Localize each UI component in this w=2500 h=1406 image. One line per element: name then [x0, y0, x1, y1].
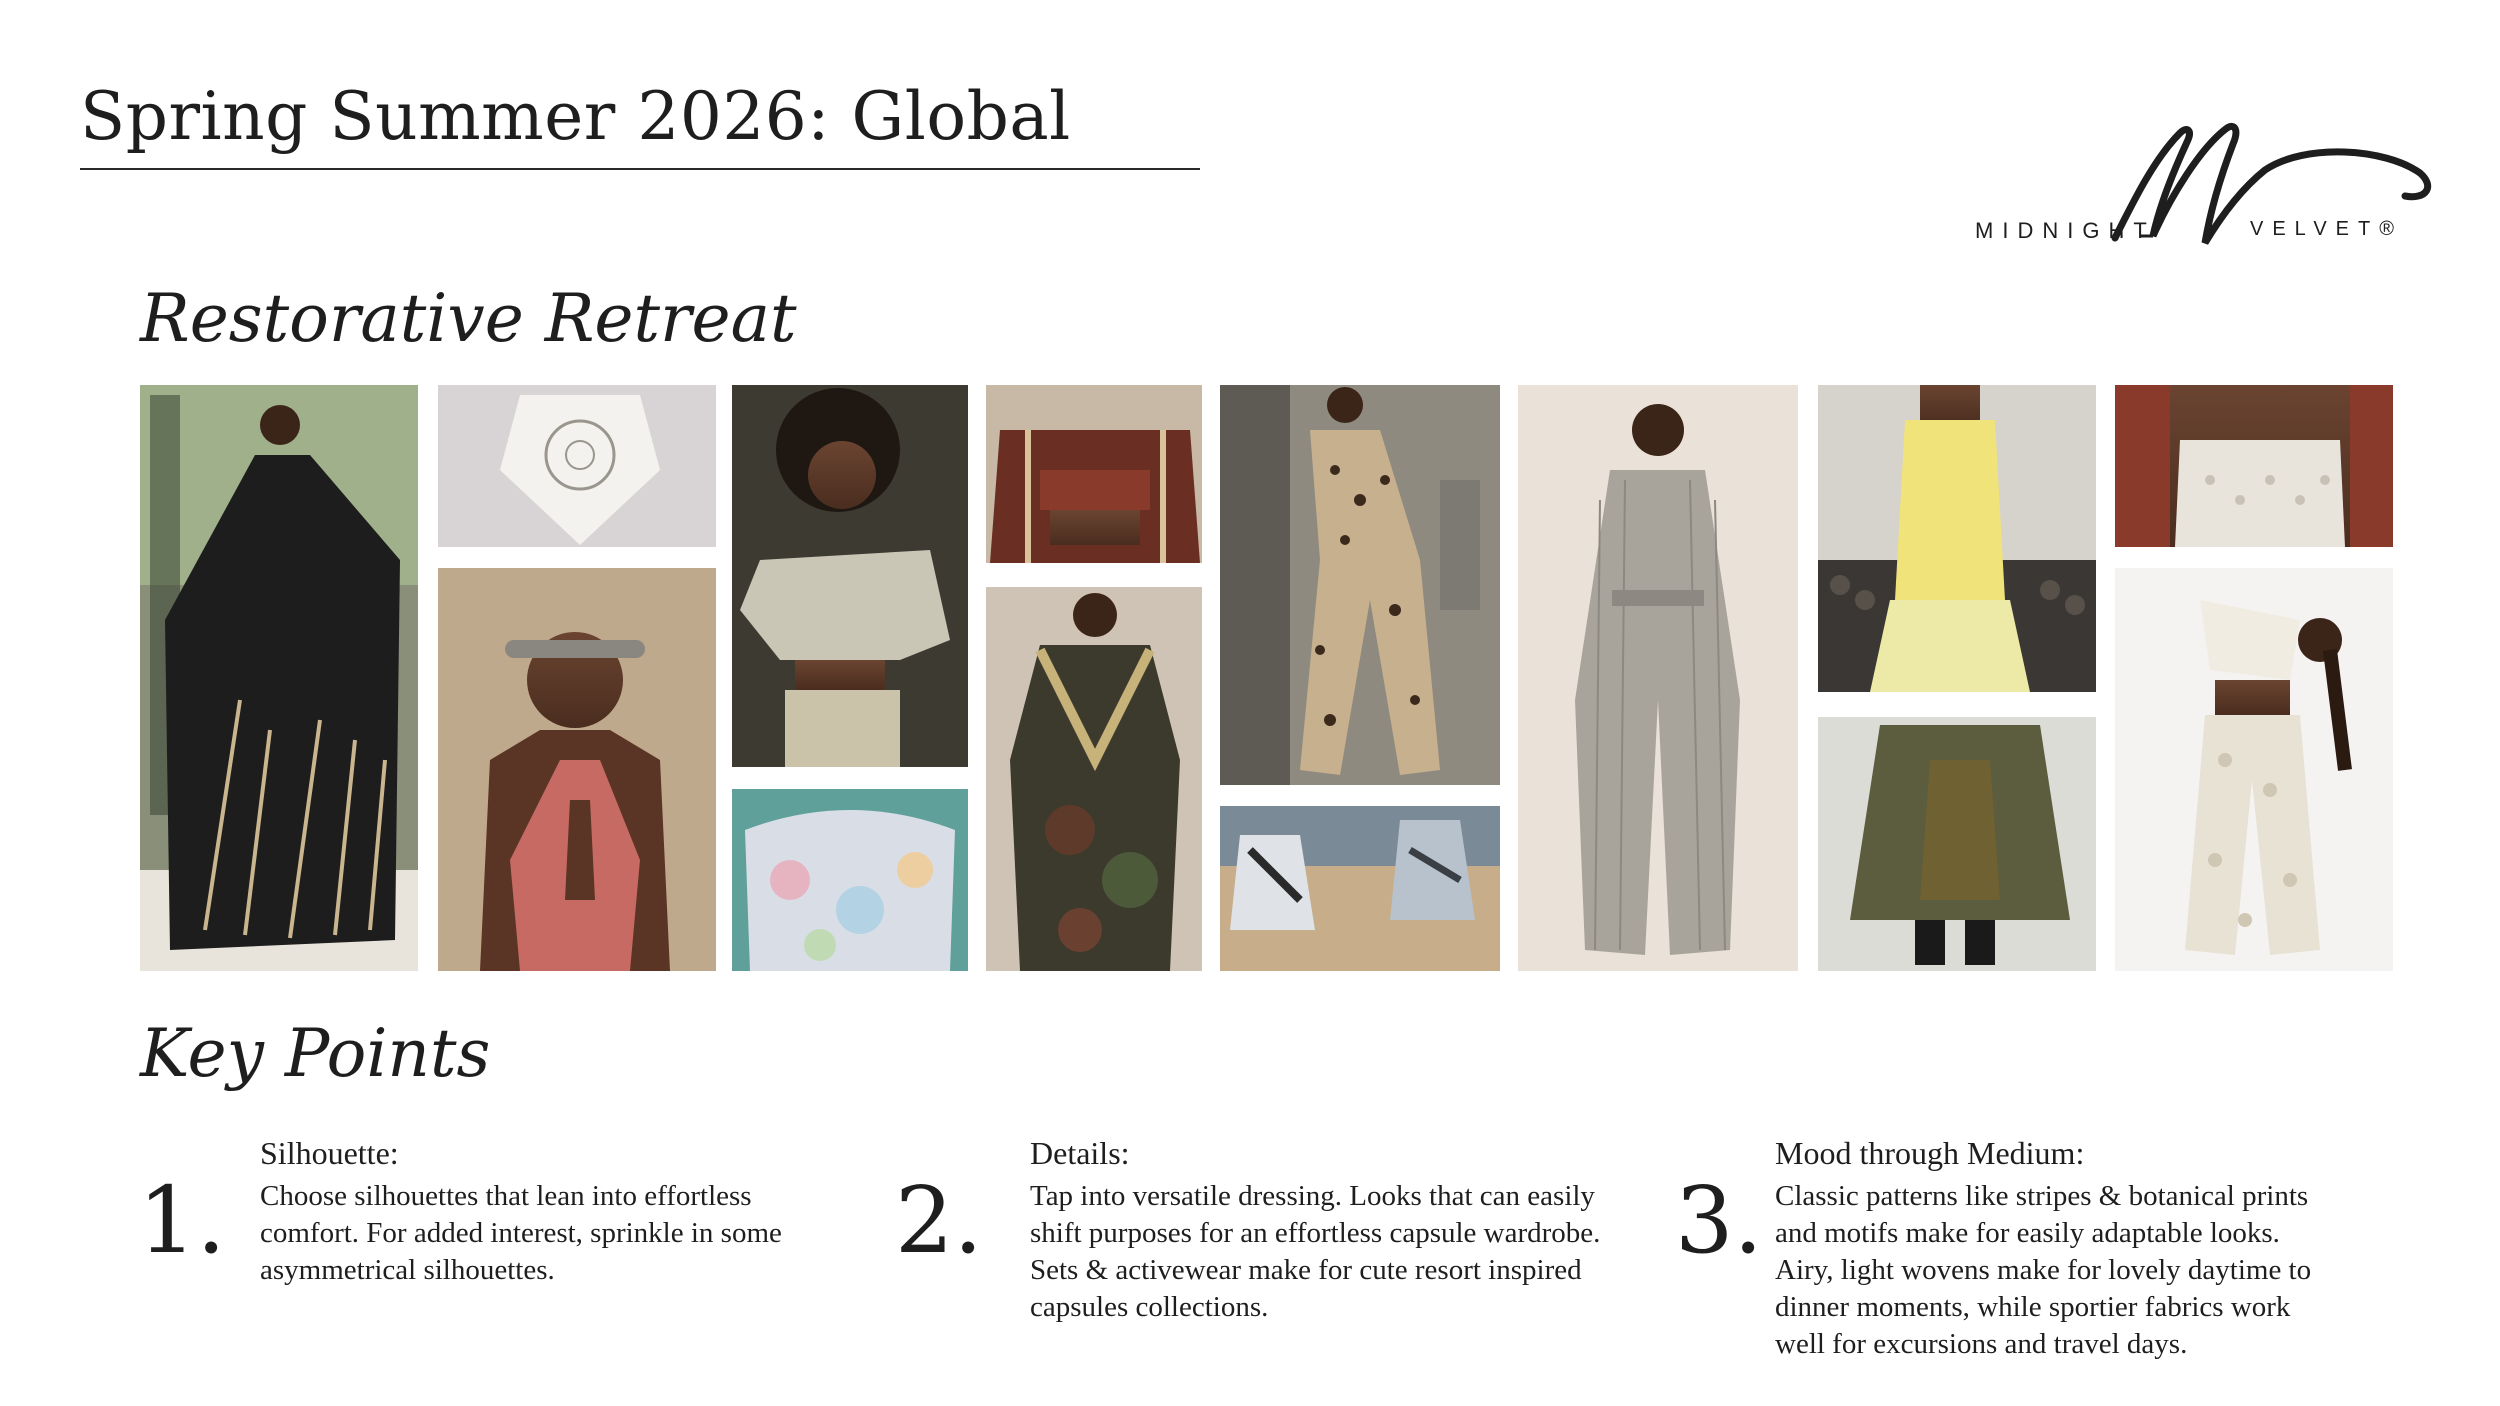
key-point-2-line: Sets & activewear make for cute resort inspired	[1030, 1254, 1582, 1286]
page-title: Spring Summer 2026: Global	[80, 78, 1071, 155]
moodboard-title: Restorative Retreat	[140, 280, 797, 357]
crochet-flare-set-photo	[2115, 568, 2393, 971]
red-paisley-halter-photo	[438, 568, 716, 971]
olive-parka-runway-photo	[1818, 717, 2096, 971]
key-point-3-number: 3.	[1675, 1167, 1763, 1274]
brown-print-set-photo	[986, 385, 1202, 563]
knotted-shirt-curls-photo	[732, 385, 968, 767]
key-point-2-line: capsules collections.	[1030, 1291, 1269, 1323]
key-point-1-line: comfort. For added interest, sprinkle in some	[260, 1217, 782, 1249]
logo-word-midnight: MIDNIGHT	[1975, 218, 2156, 243]
key-point-2-line: shift purposes for an effortless capsule wardrobe.	[1030, 1217, 1601, 1249]
embroidered-white-collar-photo	[438, 385, 716, 547]
pastel-print-blouse-photo	[732, 789, 968, 971]
key-point-2-heading: Details:	[1030, 1135, 1130, 1171]
key-point-1-heading: Silhouette:	[260, 1135, 399, 1171]
key-point-2-body	[1030, 1178, 1600, 1326]
key-point-3-line: well for excursions and travel days.	[1775, 1328, 2188, 1360]
white-eyelet-cami-photo	[2115, 385, 2393, 547]
grey-pinstripe-jumpsuit-photo	[1518, 385, 1798, 971]
title-underline	[80, 168, 1200, 170]
key-point-3-heading: Mood through Medium:	[1775, 1135, 2085, 1171]
logo-word-velvet: VELVET®	[2250, 218, 2403, 240]
key-point-2-line: Tap into versatile dressing. Looks that can easily	[1030, 1180, 1595, 1212]
key-points-title: Key Points	[140, 1015, 491, 1092]
key-point-3-body	[1775, 1178, 2311, 1363]
leopard-print-set-photo	[1220, 385, 1500, 785]
key-point-3-line: Classic patterns like stripes & botanical prints	[1775, 1180, 2309, 1212]
midnight-velvet-logo	[1965, 118, 2440, 248]
key-point-3-line: dinner moments, while sportier fabrics work	[1775, 1291, 2291, 1323]
key-point-2-number: 2.	[895, 1167, 983, 1274]
key-point-1-line: Choose silhouettes that lean into effortless	[260, 1180, 752, 1212]
key-point-1-line: asymmetrical silhouettes.	[260, 1254, 555, 1286]
key-point-3-line: and motifs make for easily adaptable looks.	[1775, 1217, 2280, 1249]
key-point-1-body	[260, 1178, 782, 1289]
yellow-halter-runway-photo	[1818, 385, 2096, 692]
olive-print-jumpsuit-photo	[986, 587, 1202, 971]
beach-print-dresses-photo	[1220, 806, 1500, 971]
key-point-1-number: 1.	[138, 1167, 226, 1274]
key-point-3-line: Airy, light wovens make for lovely daytime to	[1775, 1254, 2312, 1286]
black-draped-gown-photo	[140, 385, 418, 971]
